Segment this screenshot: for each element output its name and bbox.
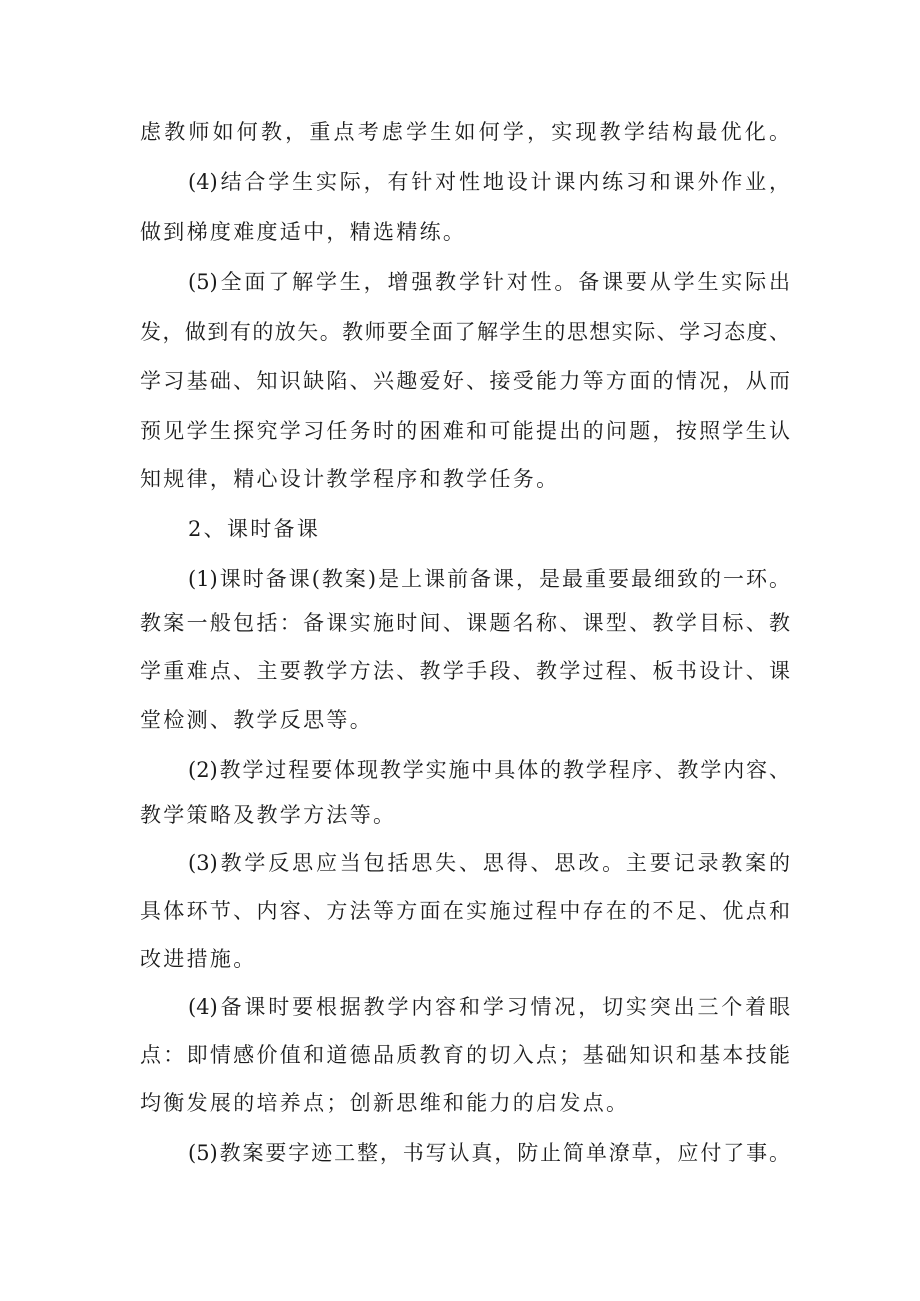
text-line: (1)课时备课(教案)是上课前备课，是最重要最细致的一环。 (188, 567, 790, 591)
text-line: 发，做到有的放矢。教师要全面了解学生的思想实际、学习态度、 (140, 320, 790, 344)
text-line: (5)教案要字迹工整，书写认真，防止简单潦草，应付了事。 (188, 1141, 790, 1165)
text-line: 具体环节、内容、方法等方面在实施过程中存在的不足、优点和 (140, 899, 790, 923)
text-line: 做到梯度难度适中，精选精练。 (140, 220, 467, 244)
text-line: 知规律，精心设计教学程序和教学任务。 (140, 467, 560, 491)
text-line: 虑教师如何教，重点考虑学生如何学，实现教学结构最优化。 (140, 120, 790, 144)
section-heading: 2、课时备课 (188, 517, 321, 541)
text-line: 改进措施。 (140, 947, 257, 971)
text-line: 均衡发展的培养点；创新思维和能力的启发点。 (140, 1091, 630, 1115)
text-line: (3)教学反思应当包括思失、思得、思改。主要记录教案的 (188, 851, 790, 875)
text-line: (4)备课时要根据教学内容和学习情况，切实突出三个着眼 (188, 995, 790, 1019)
text-line: 预见学生探究学习任务时的困难和可能提出的问题，按照学生认 (140, 419, 790, 443)
text-line: 堂检测、教学反思等。 (140, 708, 373, 732)
text-line: 教案一般包括：备课实施时间、课题名称、课型、教学目标、教 (140, 611, 790, 635)
text-line: 点：即情感价值和道德品质教育的切入点；基础知识和基本技能 (140, 1043, 790, 1067)
text-line: 学习基础、知识缺陷、兴趣爱好、接受能力等方面的情况，从而 (140, 369, 790, 393)
text-line: (2)教学过程要体现教学实施中具体的教学程序、教学内容、 (188, 758, 790, 782)
text-line: 教学策略及教学方法等。 (140, 803, 397, 827)
text-line: (5)全面了解学生，增强教学针对性。备课要从学生实际出 (188, 270, 790, 294)
text-line: (4)结合学生实际，有针对性地设计课内练习和课外作业， (188, 170, 790, 194)
text-line: 学重难点、主要教学方法、教学手段、教学过程、板书设计、课 (140, 659, 790, 683)
